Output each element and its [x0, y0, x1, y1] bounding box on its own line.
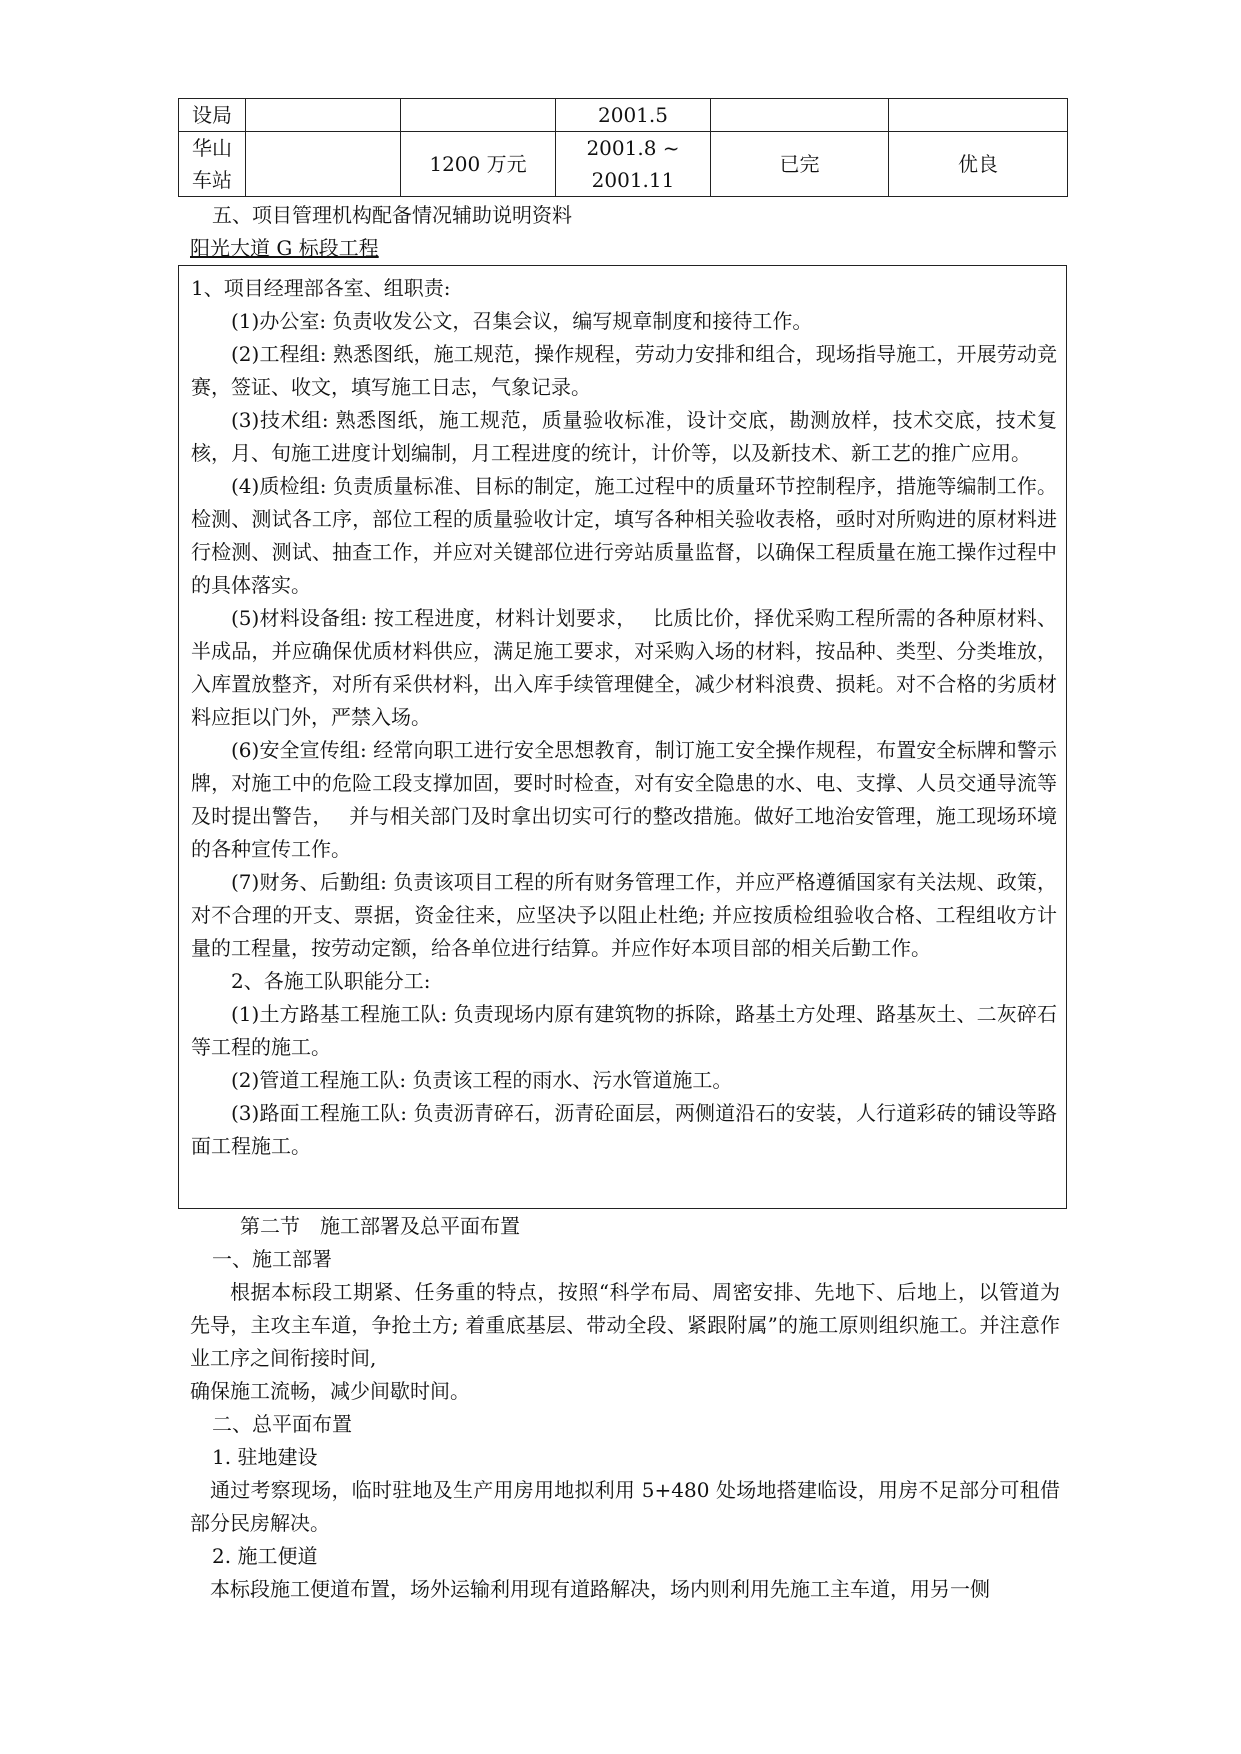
- list-item: (3)技术组: 熟悉图纸，施工规范，质量验收标准，设计交底，勘测放样，技术交底，技术复核，月、旬施工进度计划编制，月工程进度的统计，计价等，以及新技术、新工艺的推广应用。: [191, 408, 1057, 465]
- box-heading-2: 2、各施工队职能分工:: [231, 969, 431, 993]
- table-cell: 设局: [179, 99, 246, 132]
- list-item: (4)质检组: 负责质量标准、目标的制定，施工过程中的质量环节控制程序，措施等编制工作。检测、测试各工序，部位工程的质量验收计定，填写各种相关验收表格，亟时对所购进的原材料进行检测、测试、抽查工作，并应对关键部位进行旁站质量监督，以确保工程质量在施工操作过程中的具体落实。: [191, 474, 1057, 597]
- table-cell: 华山车站: [179, 132, 246, 197]
- box-heading-1: 1、项目经理部各室、组职责:: [191, 276, 451, 300]
- table-cell: [246, 99, 401, 132]
- list-item: (2)工程组: 熟悉图纸，施工规范，操作规程，劳动力安排和组合，现场指导施工，开展劳动竞赛，签证、收文，填写施工日志，气象记录。: [191, 342, 1057, 399]
- table-cell: [401, 99, 556, 132]
- paragraph-continuation: 确保施工流畅，减少间歇时间。: [190, 1379, 470, 1403]
- table-row: [179, 99, 1068, 132]
- item-title: 2. 施工便道: [212, 1544, 318, 1568]
- table-cell: 优良: [889, 132, 1068, 197]
- table-cell: 2001.5: [556, 99, 711, 132]
- paragraph: 通过考察现场，临时驻地及生产用房用地拟利用 5+480 处场地搭建临设，用房不足部分可租借部分民房解决。: [190, 1478, 1060, 1535]
- list-item: (3)路面工程施工队: 负责沥青碎石，沥青砼面层，两侧道沿石的安装，人行道彩砖的铺设等路面工程施工。: [191, 1101, 1057, 1158]
- list-item: (6)安全宣传组: 经常向职工进行安全思想教育，制订施工安全操作规程，布置安全标牌和警示牌，对施工中的危险工段支撑加固，要时时检查，对有安全隐患的水、电、支撑、人员交通导流等及时提出警告， 并与相关部门及时拿出切实可行的整改措施。做好工地治安管理，施工现场环境的各种宣传工作。: [191, 738, 1057, 861]
- list-item: (5)材料设备组: 按工程进度，材料计划要求， 比质比价，择优采购工程所需的各种原材料、半成品，并应确保优质材料供应，满足施工要求，对采购入场的材料，按品种、类型、分类堆放，入库置放整齐，对所有采供材料，出入库手续管理健全，减少材料浪费、损耗。对不合格的劣质材料应拒以门外，严禁入场。: [191, 606, 1057, 729]
- section-title: 第二节 施工部署及总平面布置: [240, 1214, 520, 1238]
- responsibilities-box: [178, 265, 1067, 1209]
- table-cell: 1200 万元: [401, 132, 556, 197]
- table-row: [179, 132, 1068, 197]
- project-name: 阳光大道 G 标段工程: [190, 236, 379, 260]
- table-cell: [711, 99, 889, 132]
- section-heading: 五、项目管理机构配备情况辅助说明资料: [212, 203, 572, 227]
- list-item: (1)办公室: 负责收发公文，召集会议，编写规章制度和接待工作。: [231, 309, 813, 333]
- list-item: (1)土方路基工程施工队: 负责现场内原有建筑物的拆除，路基土方处理、路基灰土、二灰碎石等工程的施工。: [191, 1002, 1057, 1059]
- table-cell: 已完: [711, 132, 889, 197]
- table-cell: 2001.8 ~ 2001.11: [556, 132, 711, 197]
- paragraph: 根据本标段工期紧、任务重的特点，按照“科学布局、周密安排、先地下、后地上，以管道为先导，主攻主车道，争抢土方; 着重底基层、带动全段、紧跟附属”的施工原则组织施工。并注意作业工序之间衔接时间,: [190, 1280, 1060, 1370]
- table-cell: [889, 99, 1068, 132]
- paragraph: 本标段施工便道布置，场外运输利用现有道路解决，场内则利用先施工主车道，用另一侧: [210, 1577, 990, 1601]
- item-title: 1. 驻地建设: [212, 1445, 318, 1469]
- subsection-heading: 一、施工部署: [212, 1247, 332, 1271]
- project-table: [178, 98, 1068, 197]
- list-item: (2)管道工程施工队: 负责该工程的雨水、污水管道施工。: [231, 1068, 733, 1092]
- list-item: (7)财务、后勤组: 负责该项目工程的所有财务管理工作，并应严格遵循国家有关法规、政策，对不合理的开支、票据，资金往来，应坚决予以阻止杜绝; 并应按质检组验收合格、工程组收方计量的工程量，按劳动定额，给各单位进行结算。并应作好本项目部的相关后勤工作。: [191, 870, 1057, 960]
- table-cell: [246, 132, 401, 197]
- subsection-heading: 二、总平面布置: [212, 1412, 352, 1436]
